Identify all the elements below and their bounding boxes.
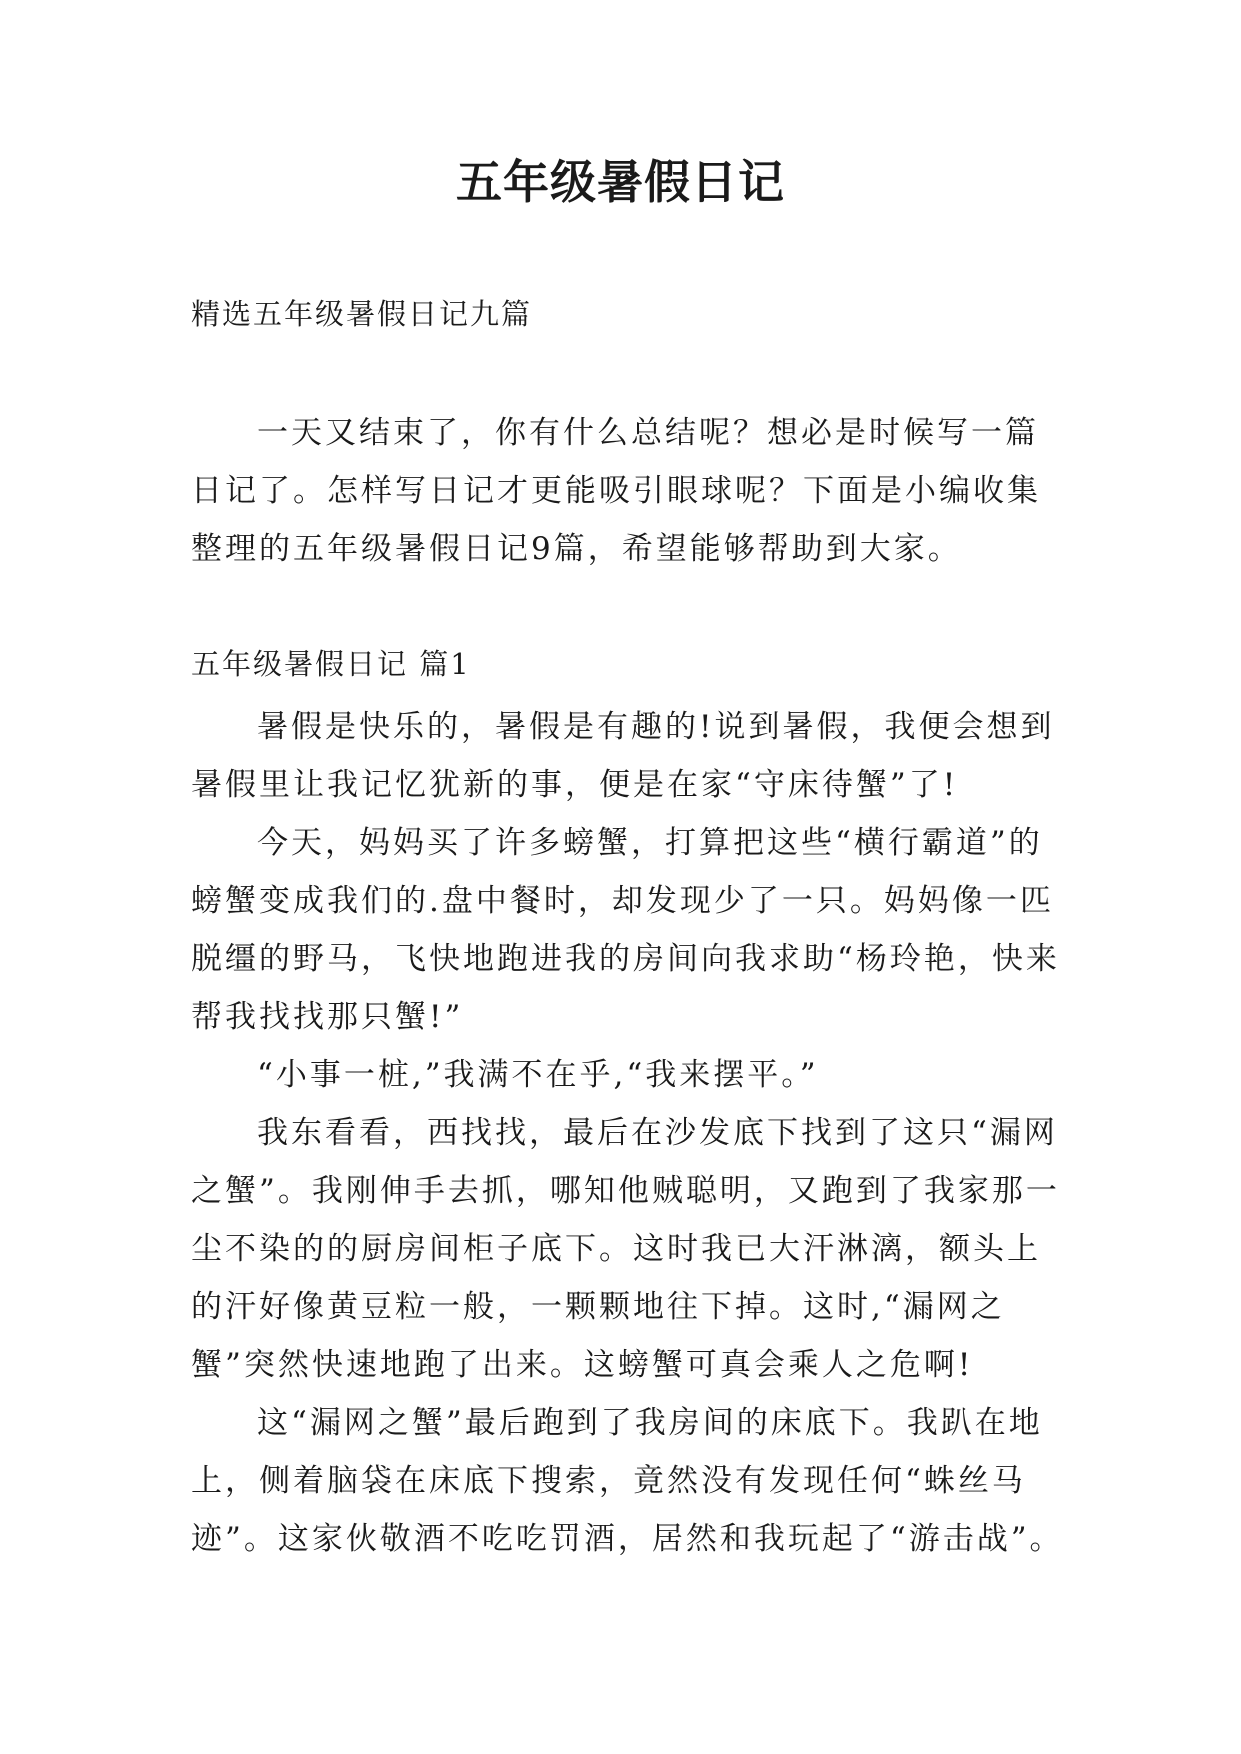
section-heading: 五年级暑假日记 篇1 [191, 647, 471, 681]
story-paragraph: “小事一桩,”我满不在乎,“我来摆平。” [257, 1057, 819, 1093]
story-paragraph: 这“漏网之蟹”最后跑到了我房间的床底下。我趴在地上，侧着脑袋在床底下搜索，竟然没有发现任何“蛛丝马迹”。这家伙敬酒不吃吃罚酒，居然和我玩起了“游击战”。 [191, 1405, 1064, 1557]
intro-paragraph: 一天又结束了，你有什么总结呢？想必是时候写一篇日记了。怎样写日记才更能吸引眼球呢？下面是小编收集整理的五年级暑假日记9篇，希望能够帮助到大家。 [191, 415, 1041, 567]
story-paragraph: 我东看看，西找找，最后在沙发底下找到了这只“漏网之蟹”。我刚伸手去抓，哪知他贼聪明，又跑到了我家那一尘不染的的厨房间柜子底下。这时我已大汗淋漓，额头上的汗好像黄豆粒一般，一颗颗地往下掉。这时,“漏网之蟹”突然快速地跑了出来。这螃蟹可真会乘人之危啊! [191, 1115, 1060, 1383]
story-paragraph: 今天，妈妈买了许多螃蟹，打算把这些“横行霸道”的螃蟹变成我们的.盘中餐时，却发现少了一只。妈妈像一匹脱缰的野马，飞快地跑进我的房间向我求助“杨玲艳，快来帮我找找那只蟹!” [191, 825, 1060, 1035]
document-subtitle: 精选五年级暑假日记九篇 [191, 297, 533, 331]
story-paragraph: 暑假是快乐的，暑假是有趣的!说到暑假，我便会想到暑假里让我记忆犹新的事，便是在家“守床待蟹”了! [191, 709, 1055, 803]
document-title: 五年级暑假日记 [456, 155, 785, 209]
story-body [191, 698, 1071, 1568]
